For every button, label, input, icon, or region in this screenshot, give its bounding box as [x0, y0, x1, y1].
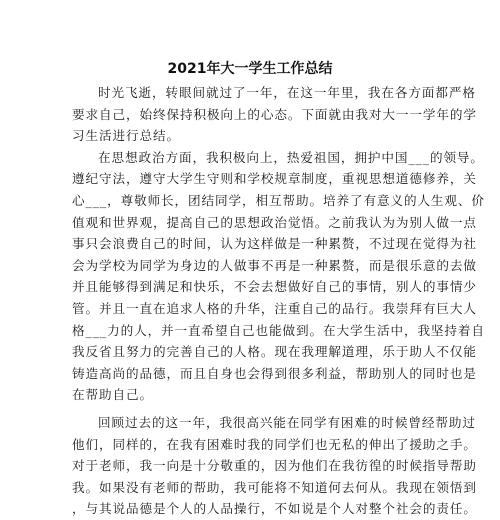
text-line: 在思想政治方面，我积极向上，热爱祖国，拥护中国___的领导。 — [98, 149, 484, 165]
paragraph-3 — [72, 412, 477, 520]
text-line: 对于老师，我一向是十分敬重的，因为他们在我彷徨的时候指导帮助 — [72, 458, 477, 474]
text-line: 事只会浪费自己的时间，认为这样做是一种累赘，不过现在觉得为社 — [72, 236, 477, 252]
text-line: 要求自己，始终保持积极向上的心态。下面就由我对大一一学年的学 — [72, 106, 477, 122]
text-line: ，与其说品德是个人的人品操行，不如说是个人对整个社会的责任。 — [72, 501, 477, 517]
text-line: 会为学校为同学为身边的人做事不再是一种累赘，而是很乐意的去做 — [72, 257, 477, 273]
text-line: 并且能够得到满足和快乐，不会去想做好自己的事情，别人的事情少 — [72, 279, 477, 295]
document-body — [72, 82, 485, 520]
text-line: 心___，尊敬师长，团结同学，相互帮助。培养了有意义的人生观、价 — [72, 192, 485, 208]
text-line: 时光飞逝，转眼间就过了一年，在这一年里，我在各方面都严格 — [98, 85, 476, 100]
text-line: 值观和世界观，提高自己的思想政治觉悟。之前我认为为别人做一点 — [72, 214, 477, 230]
paragraph-2 — [72, 147, 485, 406]
text-line: 习生活进行总结。 — [72, 128, 180, 144]
document-title: 2021年大一学生工作总结 — [167, 61, 333, 77]
text-line: 格___力的人，并一直希望自己也能做到。在大学生活中，我坚持着自 — [72, 322, 485, 338]
text-line: 我反省且努力的完善自己的人格。现在我理解道理，乐于助人不仅能 — [72, 344, 477, 360]
text-line: 我。如果没有老师的帮助，我可能将不知道何去何从。我现在领悟到 — [72, 479, 477, 495]
text-line: 在帮助自己。 — [72, 387, 153, 403]
paragraph-1 — [72, 82, 477, 147]
text-line: 他们，同样的，在我有困难时我的同学们也无私的伸出了援助之手。 — [72, 436, 477, 452]
text-line: 铸造高尚的品德，而且自身也会得到很多利益，帮助别人的同时也是 — [72, 365, 477, 381]
text-line: 管。并且一直在追求人格的升华，注重自己的品行。我崇拜有巨大人 — [72, 300, 477, 316]
text-line: 回顾过去的这一年，我很高兴能在同学有困难的时候曾经帮助过 — [98, 414, 476, 430]
text-line: 遵纪守法，遵守大学生守则和学校规章制度，重视思想道德修养，关 — [72, 171, 477, 187]
